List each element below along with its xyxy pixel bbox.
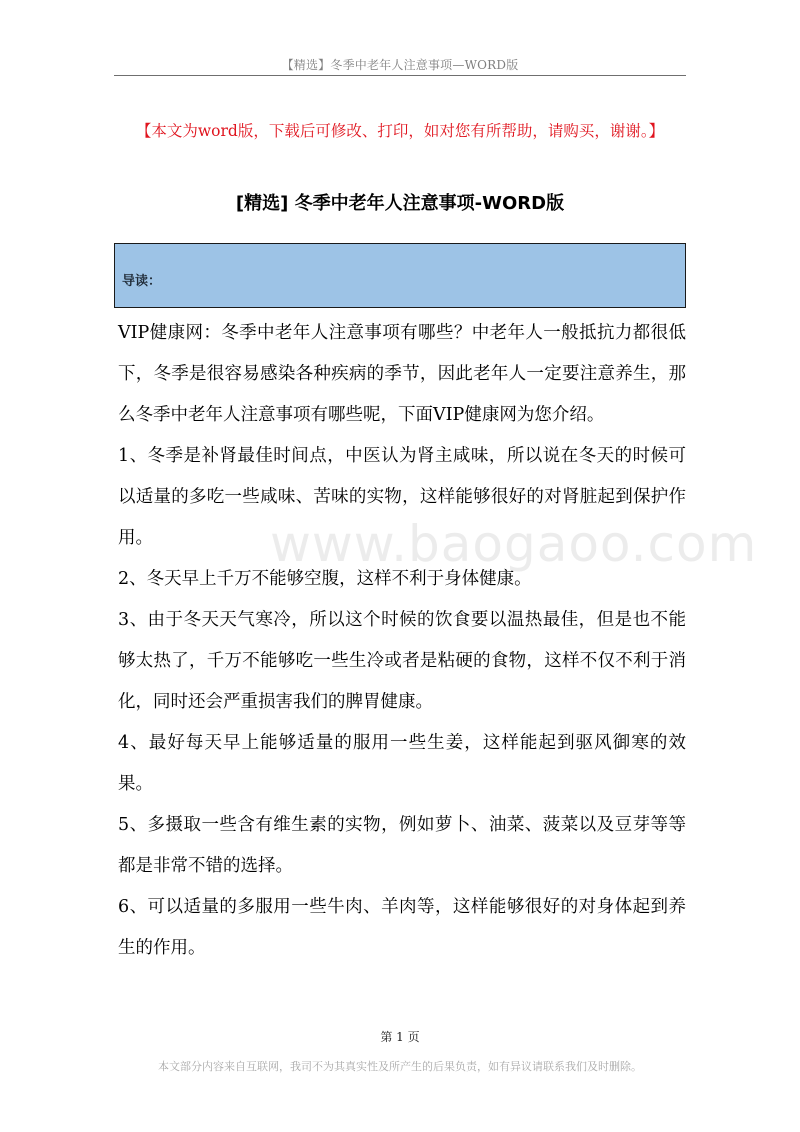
document-title: [精选] 冬季中老年人注意事项-WORD版 — [235, 193, 565, 214]
paragraph-item-6: 6、可以适量的多服用一些牛肉、羊肉等，这样能够很好的对身体起到养生的作用。 — [118, 897, 686, 958]
lead-box — [114, 243, 686, 308]
watermark: www.baogaoo.com — [270, 515, 758, 573]
document-body — [118, 313, 686, 969]
paragraph-intro: VIP健康网：冬季中老年人注意事项有哪些？中老年人一般抵抗力都很低下，冬季是很容易感染各种疾病的季节，因此老年人一定要注意养生，那么冬季中老年人注意事项有哪些呢，下面VIP健康网为您介绍。 — [118, 323, 686, 425]
paragraph-item-1: 1、冬季是补肾最佳时间点，中医认为肾主咸味，所以说在冬天的时候可以适量的多吃一些咸味、苦味的实物，这样能够很好的对肾脏起到保护作用。 — [118, 446, 686, 548]
running-header: 【精选】冬季中老年人注意事项—WORD版 — [281, 58, 519, 72]
paragraph-item-4: 4、最好每天早上能够适量的服用一些生姜，这样能起到驱风御寒的效果。 — [118, 733, 686, 794]
header-divider — [114, 75, 686, 76]
download-notice: 【本文为word版，下载后可修改、打印，如对您有所帮助，请购买，谢谢。】 — [135, 122, 665, 140]
lead-label: 导读： — [122, 274, 162, 289]
paragraph-item-2: 2、冬天早上千万不能够空腹，这样不利于身体健康。 — [118, 569, 532, 589]
paragraph-item-3: 3、由于冬天天气寒冷，所以这个时候的饮食要以温热最佳，但是也不能够太热了，千万不能够吃一些生冷或者是粘硬的食物，这样不仅不利于消化，同时还会严重损害我们的脾胃健康。 — [118, 610, 686, 712]
footer-disclaimer: 本文部分内容来自互联网，我司不为其真实性及所产生的后果负责，如有异议请联系我们及时删除。 — [158, 1060, 642, 1073]
page-number: 第 1 页 — [380, 1030, 420, 1044]
paragraph-item-5: 5、多摄取一些含有维生素的实物，例如萝卜、油菜、菠菜以及豆芽等等都是非常不错的选择。 — [118, 815, 686, 876]
